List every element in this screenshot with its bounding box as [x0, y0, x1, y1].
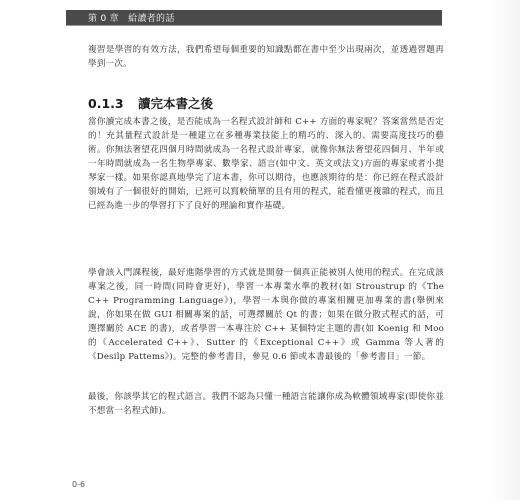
chapter-number: 第 0 章	[88, 14, 119, 24]
page-number: 0-6	[72, 480, 86, 489]
body-paragraph-2: 學會該入門課程後，最好進階學習的方式就是開發一個真正能被別人使用的程式。在完成該專案之後，同一時間(同時會更好)，學習一本專業水準的教材(如 Stroustrup 的《The C++ Programming Language》)，學習一本與你做的專案相關更加專業的書(舉例來說，你如果在做 GUI 相關專案的話，可選擇關於 Qt 的書；如果在做分散式程式的話，可選擇關於 ACE 的書)，或者學習一本專注於 C++ 某個特定主題的書(如 Koenig 和 Moo 的《Accelerated C++》、Sutter 的《Exceptional C++》或 Gamma 等人著的《Desilp Pattems》)。完整的參考書目，參見 0.6 節或本書最後的「參考書目」一節。	[88, 268, 444, 362]
chapter-title: 給讀者的話	[128, 14, 175, 24]
body-paragraph-3: 最後，你該學其它的程式語言。我們不認為只懂一種語言能讓你成為軟體領域專家(即使你並不想當一名程式師)。	[88, 392, 444, 416]
page-gutter	[490, 0, 520, 500]
section-title: 讀完本書之後	[137, 96, 213, 111]
header-divider	[66, 25, 442, 26]
chapter-header-band	[66, 10, 442, 25]
intro-paragraph: 複習是學習的有效方法，我們希望每個重要的知識點都在書中至少出現兩次，並透過習題再學到一次。	[88, 45, 444, 69]
section-heading	[88, 94, 444, 112]
chapter-header	[66, 11, 175, 24]
section-number: 0.1.3	[88, 96, 124, 111]
body-paragraph-1: 當你讀完成本書之後，是否能成為一名程式設計師和 C++ 方面的專家呢？答案當然是否定的！充其量程式設計是一種建立在多種專業技能上的精巧的、深入的、需要高度技巧的藝術。你無法奢望花四個月時間就成為一名程式設計專家，就像你無法奢望花四個月、半年或一年時間就成為一名生物學專家、數學家、語言(如中文、英文或法文)方面的專家或者小提琴家一樣。如果你認真地學完了這本書，你可以期待，也應該期待的是：你已經在程式設計領域有了一個很好的開始，已經可以寫較簡單的且有用的程式，能看懂更複雜的程式，而且已經為進一步的學習打下了良好的理論和實作基礎。	[88, 117, 444, 211]
